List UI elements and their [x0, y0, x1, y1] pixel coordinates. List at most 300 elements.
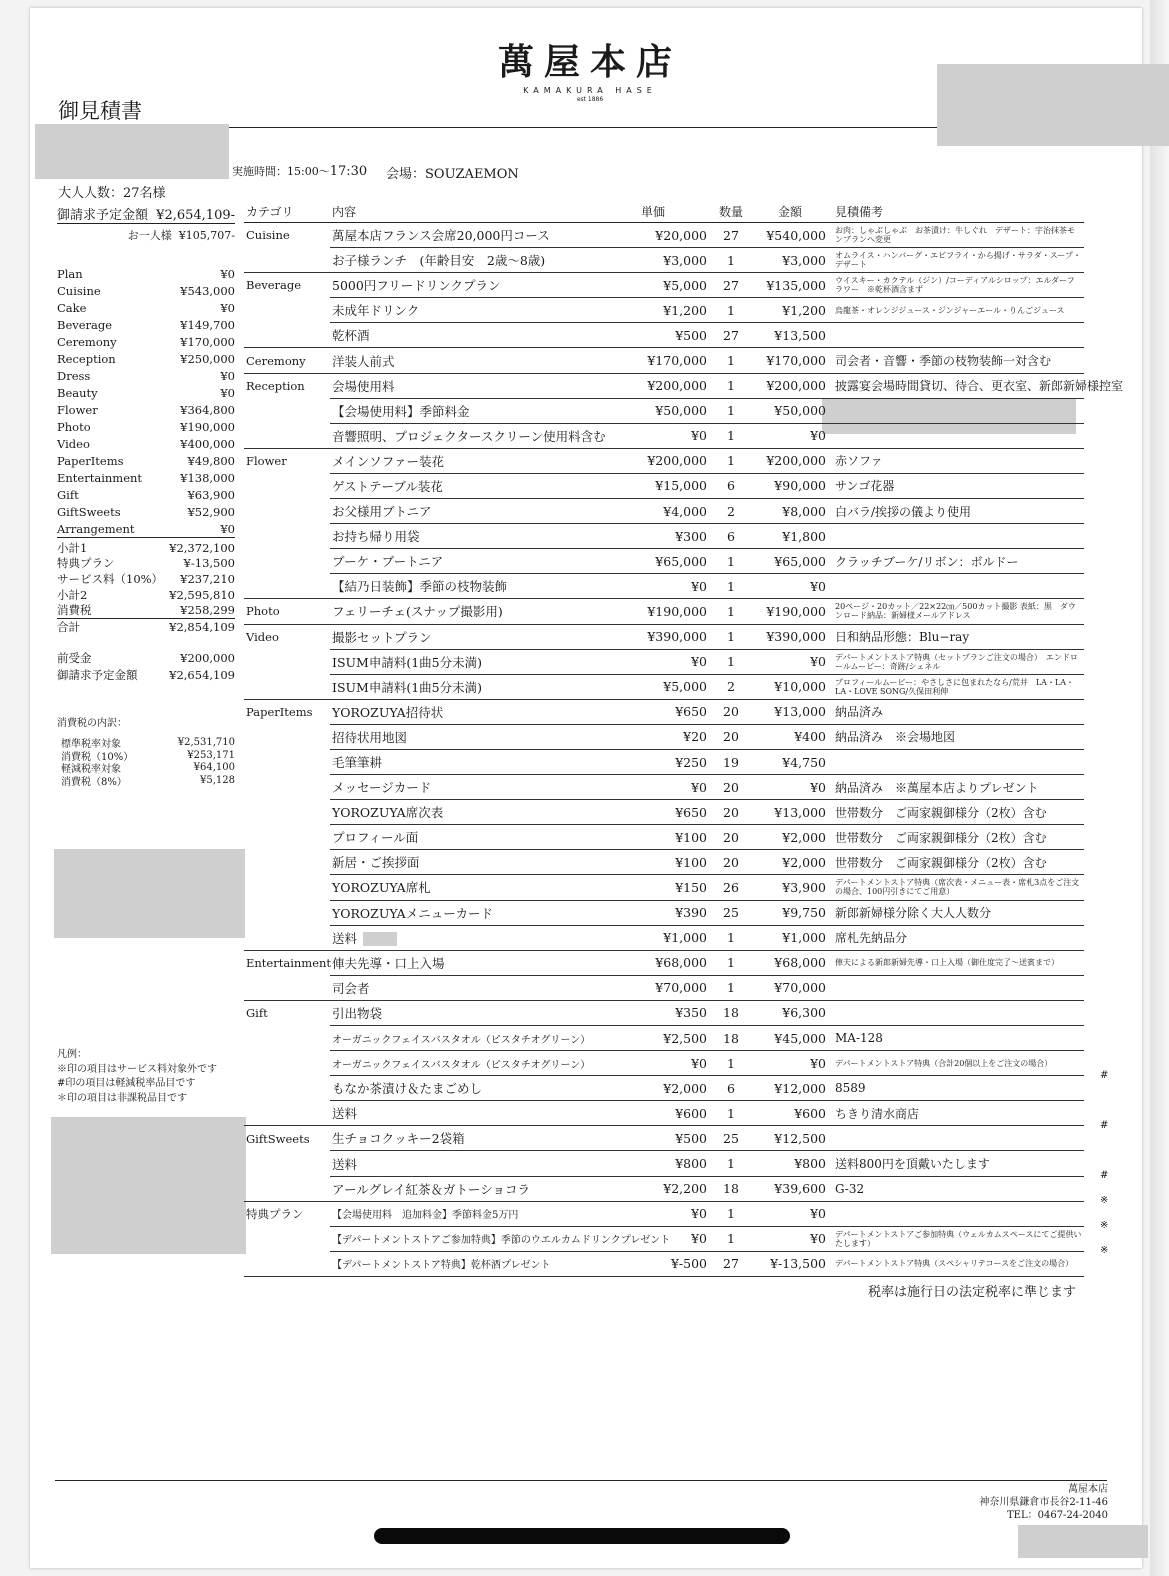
- row-amount: ¥0: [751, 649, 829, 674]
- category-subtotal-value: ¥400,000: [180, 436, 235, 451]
- row-qty: 1: [711, 624, 751, 649]
- row-item-text: 【デパートメントストア特典】乾杯酒プレゼント: [332, 1260, 551, 1272]
- category-subtotal-label: Beauty: [57, 385, 98, 400]
- category-subtotal-label: Cake: [57, 300, 87, 315]
- category-subtotal-row: [57, 503, 235, 520]
- row-amount: ¥13,500: [751, 323, 829, 348]
- adult-count: 大人人数：27名様: [58, 186, 166, 201]
- category-subtotal-row: [57, 282, 235, 299]
- row-amount: ¥68,000: [751, 950, 829, 975]
- totals-value: ¥2,595,810: [169, 587, 235, 602]
- redacted-block: [937, 64, 1169, 146]
- row-unit-price: ¥5,000: [639, 273, 711, 298]
- row-qty: 6: [711, 524, 751, 549]
- category-subtotal-row: [57, 333, 235, 350]
- row-category: Ceremony: [244, 348, 330, 373]
- footer: [979, 1483, 1108, 1522]
- category-subtotal-value: ¥63,900: [187, 487, 235, 502]
- category-subtotal-value: ¥543,000: [180, 283, 235, 298]
- row-amount: ¥0: [751, 423, 829, 448]
- row-unit-price: ¥170,000: [639, 348, 711, 373]
- row-qty: 20: [711, 775, 751, 800]
- row-qty: 1: [711, 925, 751, 950]
- footer-divider: [55, 1480, 1107, 1481]
- totals-value: ¥237,210: [180, 571, 235, 586]
- category-subtotal-label: Beverage: [57, 317, 113, 332]
- category-subtotal-row: [57, 418, 235, 435]
- row-item: [330, 1176, 639, 1201]
- category-subtotal-row: [57, 469, 235, 486]
- row-qty: 6: [711, 473, 751, 498]
- billing-row: [57, 667, 235, 684]
- row-qty: 20: [711, 699, 751, 724]
- row-amount: ¥135,000: [751, 273, 829, 298]
- row-item: [330, 1101, 639, 1126]
- row-item-text: アールグレイ紅茶＆ガトーショコラ: [332, 1181, 531, 1197]
- row-category: [244, 298, 330, 323]
- row-note: デパートメントストア特典（スペシャリテコースをご注文の場合）: [829, 1251, 1084, 1276]
- redacted-inline: [363, 932, 397, 946]
- row-qty: 1: [711, 373, 751, 398]
- row-qty: 1: [711, 298, 751, 323]
- category-subtotal-value: ¥52,900: [187, 504, 235, 519]
- table-row: [244, 775, 1084, 800]
- row-category: [244, 473, 330, 498]
- category-subtotal-label: Gift: [57, 487, 79, 502]
- row-unit-price: ¥0: [639, 1201, 711, 1226]
- table-row: [244, 1051, 1084, 1076]
- category-subtotal-label: Cuisine: [57, 283, 101, 298]
- row-item: [330, 1151, 639, 1176]
- tax-breakdown-value: ¥253,171: [187, 749, 235, 761]
- row-unit-price: ¥300: [639, 524, 711, 549]
- home-indicator: [374, 1528, 790, 1544]
- row-category: [244, 649, 330, 674]
- row-note: 赤ソファ: [829, 448, 1084, 473]
- legend-line: ＊印の項目は非課税品目です: [57, 1092, 187, 1104]
- row-item: [330, 674, 639, 699]
- totals-row: [57, 619, 235, 635]
- row-unit-price: ¥200,000: [639, 448, 711, 473]
- row-item: [330, 423, 639, 448]
- category-subtotal-label: Reception: [57, 351, 116, 366]
- row-item: [330, 1076, 639, 1101]
- row-qty: 1: [711, 423, 751, 448]
- category-subtotal-row: [57, 520, 235, 538]
- row-category: [244, 398, 330, 423]
- event-time-label: 実施時間：15:00〜: [232, 165, 330, 178]
- redacted-block: [35, 124, 229, 179]
- row-unit-price: ¥2,000: [639, 1076, 711, 1101]
- row-unit-price: ¥0: [639, 574, 711, 599]
- row-item: [330, 775, 639, 800]
- row-note: 8589: [829, 1076, 1084, 1101]
- row-note: ウイスキー・カクテル（ジン）/コーディアルシロップ：エルダーフラワー ※乾杯酒含まず: [829, 273, 1084, 298]
- totals-label: 特典プラン: [57, 556, 115, 571]
- row-unit-price: ¥500: [639, 1126, 711, 1151]
- row-qty: 26: [711, 875, 751, 900]
- category-subtotal-label: PaperItems: [57, 453, 124, 468]
- row-note: [829, 975, 1084, 1000]
- row-item: [330, 599, 639, 624]
- row-item: [330, 925, 639, 950]
- legend-line: ※印の項目はサービス料対象外です: [57, 1063, 217, 1075]
- row-category: [244, 825, 330, 850]
- per-person: [57, 227, 235, 243]
- per-person-value: ¥105,707-: [178, 229, 235, 242]
- row-note: [829, 1201, 1084, 1226]
- row-unit-price: ¥0: [639, 1226, 711, 1251]
- row-item: [330, 699, 639, 724]
- row-unit-price: ¥4,000: [639, 499, 711, 524]
- row-unit-price: ¥190,000: [639, 599, 711, 624]
- row-item: [330, 1051, 639, 1076]
- row-amount: ¥12,000: [751, 1076, 829, 1101]
- row-item-text: 洋装人前式: [332, 353, 395, 369]
- row-category: [244, 900, 330, 925]
- row-qty: 1: [711, 549, 751, 574]
- table-row: [244, 850, 1084, 875]
- row-note: [829, 574, 1084, 599]
- row-qty: 25: [711, 1126, 751, 1151]
- row-category: [244, 1026, 330, 1051]
- row-note: 烏龍茶・オレンジジュース・ジンジャーエール・りんごジュース: [829, 298, 1084, 323]
- tax-breakdown-value: ¥2,531,710: [177, 737, 235, 749]
- row-category: Photo: [244, 599, 330, 624]
- row-note: 俥夫による新郎新婦先導・口上入場（御仕度完了〜送賓まで）: [829, 950, 1084, 975]
- table-row: [244, 499, 1084, 524]
- redacted-block: [54, 849, 245, 938]
- table-row: [244, 423, 1084, 448]
- row-amount: ¥-13,500: [751, 1251, 829, 1276]
- category-subtotal-value: ¥0: [220, 300, 235, 315]
- row-item: [330, 800, 639, 825]
- table-row: アールグレイ紅茶＆ガトーショコラ ¥2,200 18 ¥39,600 G-32 #: [244, 1176, 1084, 1201]
- row-note: 日和納品形態：Blu−ray: [829, 624, 1084, 649]
- row-amount: ¥400: [751, 724, 829, 749]
- totals-row: [57, 587, 235, 603]
- row-item-text: ブーケ・ブートニア: [332, 554, 444, 570]
- row-qty: 20: [711, 800, 751, 825]
- row-qty: 1: [711, 1151, 751, 1176]
- row-note: ちきり清水商店: [829, 1101, 1084, 1126]
- table-row: 【デパートメントストア特典】乾杯酒プレゼント ¥-500 27 ¥-13,500 デパートメントストア特典（スペシャリテコースをご注文の場合） ※: [244, 1251, 1084, 1276]
- row-item-text: ISUM申請料(1曲5分未満): [332, 679, 482, 695]
- table-row: GiftSweets 生チョコクッキー2袋箱 ¥500 25 ¥12,500 #: [244, 1126, 1084, 1151]
- row-item: [330, 1126, 639, 1151]
- row-note: 世帯数分 ご両家親御様分（2枚）含む: [829, 825, 1084, 850]
- row-item: [330, 323, 639, 348]
- billing-value: ¥2,654,109: [169, 668, 235, 683]
- row-item-text: メインソファー装花: [332, 453, 445, 469]
- row-qty: 2: [711, 499, 751, 524]
- row-unit-price: ¥500: [639, 323, 711, 348]
- tax-breakdown-row: [61, 774, 235, 787]
- row-category: Cuisine: [244, 223, 330, 248]
- totals-value: ¥2,854,109: [169, 619, 235, 634]
- row-note: [829, 524, 1084, 549]
- row-note: 司会者・音響・季節の枝物装飾一対含む: [829, 348, 1084, 373]
- row-category: Entertainment: [244, 950, 330, 975]
- row-amount: ¥70,000: [751, 975, 829, 1000]
- row-qty: 20: [711, 724, 751, 749]
- row-item-text: 司会者: [332, 980, 370, 996]
- row-item: [330, 549, 639, 574]
- row-item: [330, 1201, 639, 1226]
- row-qty: 1: [711, 574, 751, 599]
- table-row: [244, 925, 1084, 950]
- table-row: [244, 1151, 1084, 1176]
- row-item: [330, 850, 639, 875]
- row-category: [244, 524, 330, 549]
- row-qty: 27: [711, 1251, 751, 1276]
- row-note: 送料800円を頂戴いたします: [829, 1151, 1084, 1176]
- row-category: [244, 800, 330, 825]
- tax-breakdown-value: ¥5,128: [200, 774, 235, 786]
- row-item: [330, 825, 639, 850]
- row-qty: 19: [711, 749, 751, 774]
- row-unit-price: ¥1,200: [639, 298, 711, 323]
- table-row: [244, 825, 1084, 850]
- category-subtotal-label: Flower: [57, 402, 98, 417]
- row-note: サンゴ花器: [829, 473, 1084, 498]
- row-qty: 18: [711, 1026, 751, 1051]
- row-note: 披露宴会場時間貸切、待合、更衣室、新郎新婦様控室: [829, 373, 1084, 398]
- row-item-text: 新居・ご挨拶面: [332, 855, 420, 871]
- event-time: [232, 163, 367, 179]
- row-item-text: オーガニックフェイスバスタオル（ピスタチオグリーン）: [332, 1059, 591, 1071]
- row-item: [330, 900, 639, 925]
- row-item: [330, 950, 639, 975]
- table-row: [244, 900, 1084, 925]
- row-category: [244, 925, 330, 950]
- row-item: [330, 1026, 639, 1051]
- billing-label: 御請求予定金額: [57, 668, 138, 683]
- legend-line: #印の項目は軽減税率品目です: [57, 1078, 196, 1089]
- category-subtotal-value: ¥364,800: [180, 402, 235, 417]
- row-amount: ¥1,800: [751, 524, 829, 549]
- row-amount: ¥0: [751, 1226, 829, 1251]
- row-item-text: 【会場使用料 追加料金】季節料金5万円: [332, 1210, 519, 1222]
- totals-label: 合計: [57, 619, 80, 634]
- row-amount: ¥0: [751, 1201, 829, 1226]
- category-subtotal-value: ¥0: [220, 266, 235, 281]
- table-row: [244, 950, 1084, 975]
- row-item: [330, 749, 639, 774]
- category-subtotal-row: [57, 316, 235, 333]
- row-item: [330, 473, 639, 498]
- row-item-text: 乾杯酒: [332, 328, 370, 344]
- category-subtotal-label: Photo: [57, 419, 91, 434]
- row-category: [244, 775, 330, 800]
- document-title: 御見積書: [58, 99, 142, 123]
- row-amount: ¥190,000: [751, 599, 829, 624]
- category-subtotal-value: ¥149,700: [180, 317, 235, 332]
- col-item: 内容: [330, 201, 639, 223]
- row-note: 20ページ・20カット／22×22㎝／500カット撮影 表紙：黒 ダウンロード納品：新婦様メールアドレス: [829, 599, 1084, 624]
- row-note: デパートメントストア特典（セットプランご注文の場合） エンドロールムービー：奇跡/シェネル: [829, 649, 1084, 674]
- row-qty: 1: [711, 1051, 751, 1076]
- row-qty: 1: [711, 398, 751, 423]
- table-row: [244, 248, 1084, 273]
- row-note: デパートメントストア特典（席次表・メニュー表・席札3点をご注文の場合、100円引きにてご用意）: [829, 875, 1084, 900]
- row-item-text: お子様ランチ (年齢目安 2歳〜8歳): [332, 253, 546, 269]
- table-row: [244, 223, 1084, 248]
- row-item: [330, 398, 639, 423]
- table-row: [244, 800, 1084, 825]
- row-category: 特典プラン: [244, 1201, 330, 1226]
- totals-row: [57, 602, 235, 619]
- row-amount: ¥2,000: [751, 850, 829, 875]
- category-subtotal-label: Dress: [57, 368, 91, 383]
- row-qty: 1: [711, 348, 751, 373]
- brand-logo: [480, 40, 700, 103]
- row-note: [829, 323, 1084, 348]
- row-item: [330, 373, 639, 398]
- table-row: [244, 649, 1084, 674]
- col-qty: 数量: [711, 201, 751, 223]
- table-row: [244, 975, 1084, 1000]
- row-item-text: 送料: [332, 1156, 358, 1172]
- row-qty: 1: [711, 1226, 751, 1251]
- row-amount: ¥50,000: [751, 398, 829, 423]
- row-qty: 1: [711, 599, 751, 624]
- row-category: [244, 674, 330, 699]
- row-item-text: 撮影セットプラン: [332, 629, 432, 645]
- logo-established: est 1886: [576, 96, 604, 103]
- row-unit-price: ¥0: [639, 649, 711, 674]
- row-unit-price: ¥50,000: [639, 398, 711, 423]
- totals-row: [57, 556, 235, 572]
- row-note: 世帯数分 ご両家親御様分（2枚）含む: [829, 800, 1084, 825]
- category-subtotal-row: [57, 384, 235, 401]
- row-amount: ¥39,600: [751, 1176, 829, 1201]
- totals-row: [57, 540, 235, 556]
- logo-subtitle: KAMAKURA HASE: [523, 86, 657, 95]
- row-qty: 18: [711, 1176, 751, 1201]
- legend-line: 凡例：: [57, 1049, 87, 1060]
- row-unit-price: ¥15,000: [639, 473, 711, 498]
- row-item: [330, 273, 639, 298]
- row-category: [244, 1251, 330, 1276]
- row-category: Gift: [244, 1000, 330, 1025]
- deposit-value: ¥200,000: [180, 651, 235, 666]
- category-subtotal-label: Arrangement: [57, 521, 135, 536]
- row-unit-price: ¥350: [639, 1000, 711, 1025]
- row-item-text: YOROZUYAメニューカード: [332, 905, 493, 921]
- row-unit-price: ¥100: [639, 850, 711, 875]
- table-row: 特典プラン 【会場使用料 追加料金】季節料金5万円 ¥0 1 ¥0 ※: [244, 1201, 1084, 1226]
- totals-label: 小計2: [57, 587, 88, 602]
- row-item: [330, 298, 639, 323]
- legend: [57, 1048, 217, 1106]
- tax-breakdown-title: 消費税の内訳：: [57, 717, 127, 729]
- table-row: [244, 273, 1084, 298]
- event-venue: 会場：SOUZAEMON: [386, 167, 519, 182]
- row-item-text: YOROZUYA招待状: [332, 704, 444, 720]
- totals-list: [57, 540, 235, 635]
- totals-label: サービス料（10%）: [57, 571, 164, 586]
- row-item-text: プロフィール面: [332, 830, 419, 846]
- row-item-text: お父様用ブトニア: [332, 504, 432, 520]
- row-item-text: YOROZUYA席次表: [332, 805, 444, 821]
- row-item-text: オーガニックフェイスバスタオル（ピスタチオグリーン）: [332, 1034, 591, 1046]
- row-note: [829, 749, 1084, 774]
- row-unit-price: ¥20: [639, 724, 711, 749]
- row-category: [244, 248, 330, 273]
- row-qty: 6: [711, 1076, 751, 1101]
- row-category: [244, 1076, 330, 1101]
- table-row: 【デパートメントストアご参加特典】季節のウエルカムドリンクプレゼント ¥0 1 ¥0 デパートメントストアご参加特典（ウェルカムスペースにてご提供いたします） ※: [244, 1226, 1084, 1251]
- col-note: 見積備考: [829, 201, 1084, 223]
- row-amount: ¥65,000: [751, 549, 829, 574]
- row-unit-price: ¥390,000: [639, 624, 711, 649]
- row-amount: ¥10,000: [751, 674, 829, 699]
- row-note: オムライス・ハンバーグ・エビフライ・から揚げ・サラダ・スープ・デザート: [829, 248, 1084, 273]
- category-subtotal-value: ¥0: [220, 368, 235, 383]
- row-note: [829, 1126, 1084, 1151]
- row-item: [330, 624, 639, 649]
- row-unit-price: ¥2,200: [639, 1176, 711, 1201]
- row-qty: 18: [711, 1000, 751, 1025]
- row-item-text: お持ち帰り用袋: [332, 529, 420, 545]
- row-category: [244, 850, 330, 875]
- table-row: [244, 298, 1084, 323]
- category-subtotal-value: ¥0: [220, 521, 235, 536]
- row-item: [330, 724, 639, 749]
- category-subtotal-row: [57, 401, 235, 418]
- category-subtotal-label: Entertainment: [57, 470, 143, 485]
- row-item-text: 生チョコクッキー2袋箱: [332, 1131, 465, 1147]
- redacted-block: [1018, 1525, 1148, 1558]
- row-note: [829, 398, 1084, 423]
- row-unit-price: ¥68,000: [639, 950, 711, 975]
- row-item-text: 俥夫先導・口上入場: [332, 955, 445, 971]
- row-qty: 1: [711, 248, 751, 273]
- row-amount: ¥6,300: [751, 1000, 829, 1025]
- row-note: [829, 1000, 1084, 1025]
- row-qty: 1: [711, 1101, 751, 1126]
- row-item-text: 【会場使用料】季節料金: [332, 403, 470, 419]
- category-subtotal-row: [57, 452, 235, 469]
- row-amount: ¥200,000: [751, 373, 829, 398]
- row-qty: 1: [711, 975, 751, 1000]
- row-item-text: フェリーチェ(スナップ撮影用): [332, 604, 503, 620]
- row-category: [244, 975, 330, 1000]
- category-subtotal-value: ¥138,000: [180, 470, 235, 485]
- row-item-text: 送料: [332, 1106, 358, 1122]
- table-row: [244, 323, 1084, 348]
- row-amount: ¥390,000: [751, 624, 829, 649]
- category-subtotal-value: ¥190,000: [180, 419, 235, 434]
- page-edge-shadow: [1150, 0, 1169, 1576]
- estimate-table: [244, 201, 1124, 1277]
- table-row: [244, 448, 1084, 473]
- row-item-text: 招待状用地図: [332, 729, 408, 745]
- row-amount: ¥13,000: [751, 800, 829, 825]
- table-row: [244, 699, 1084, 724]
- row-unit-price: ¥250: [639, 749, 711, 774]
- table-row: [244, 1000, 1084, 1025]
- category-subtotal-value: ¥49,800: [187, 453, 235, 468]
- table-row: [244, 724, 1084, 749]
- table-row: もなか茶漬け＆たまごめし ¥2,000 6 ¥12,000 8589 #: [244, 1076, 1084, 1101]
- category-subtotal-row: [57, 299, 235, 316]
- row-category: GiftSweets: [244, 1126, 330, 1151]
- row-category: [244, 499, 330, 524]
- row-item-text: ISUM申請料(1曲5分未満): [332, 654, 482, 670]
- row-item: [330, 1000, 639, 1025]
